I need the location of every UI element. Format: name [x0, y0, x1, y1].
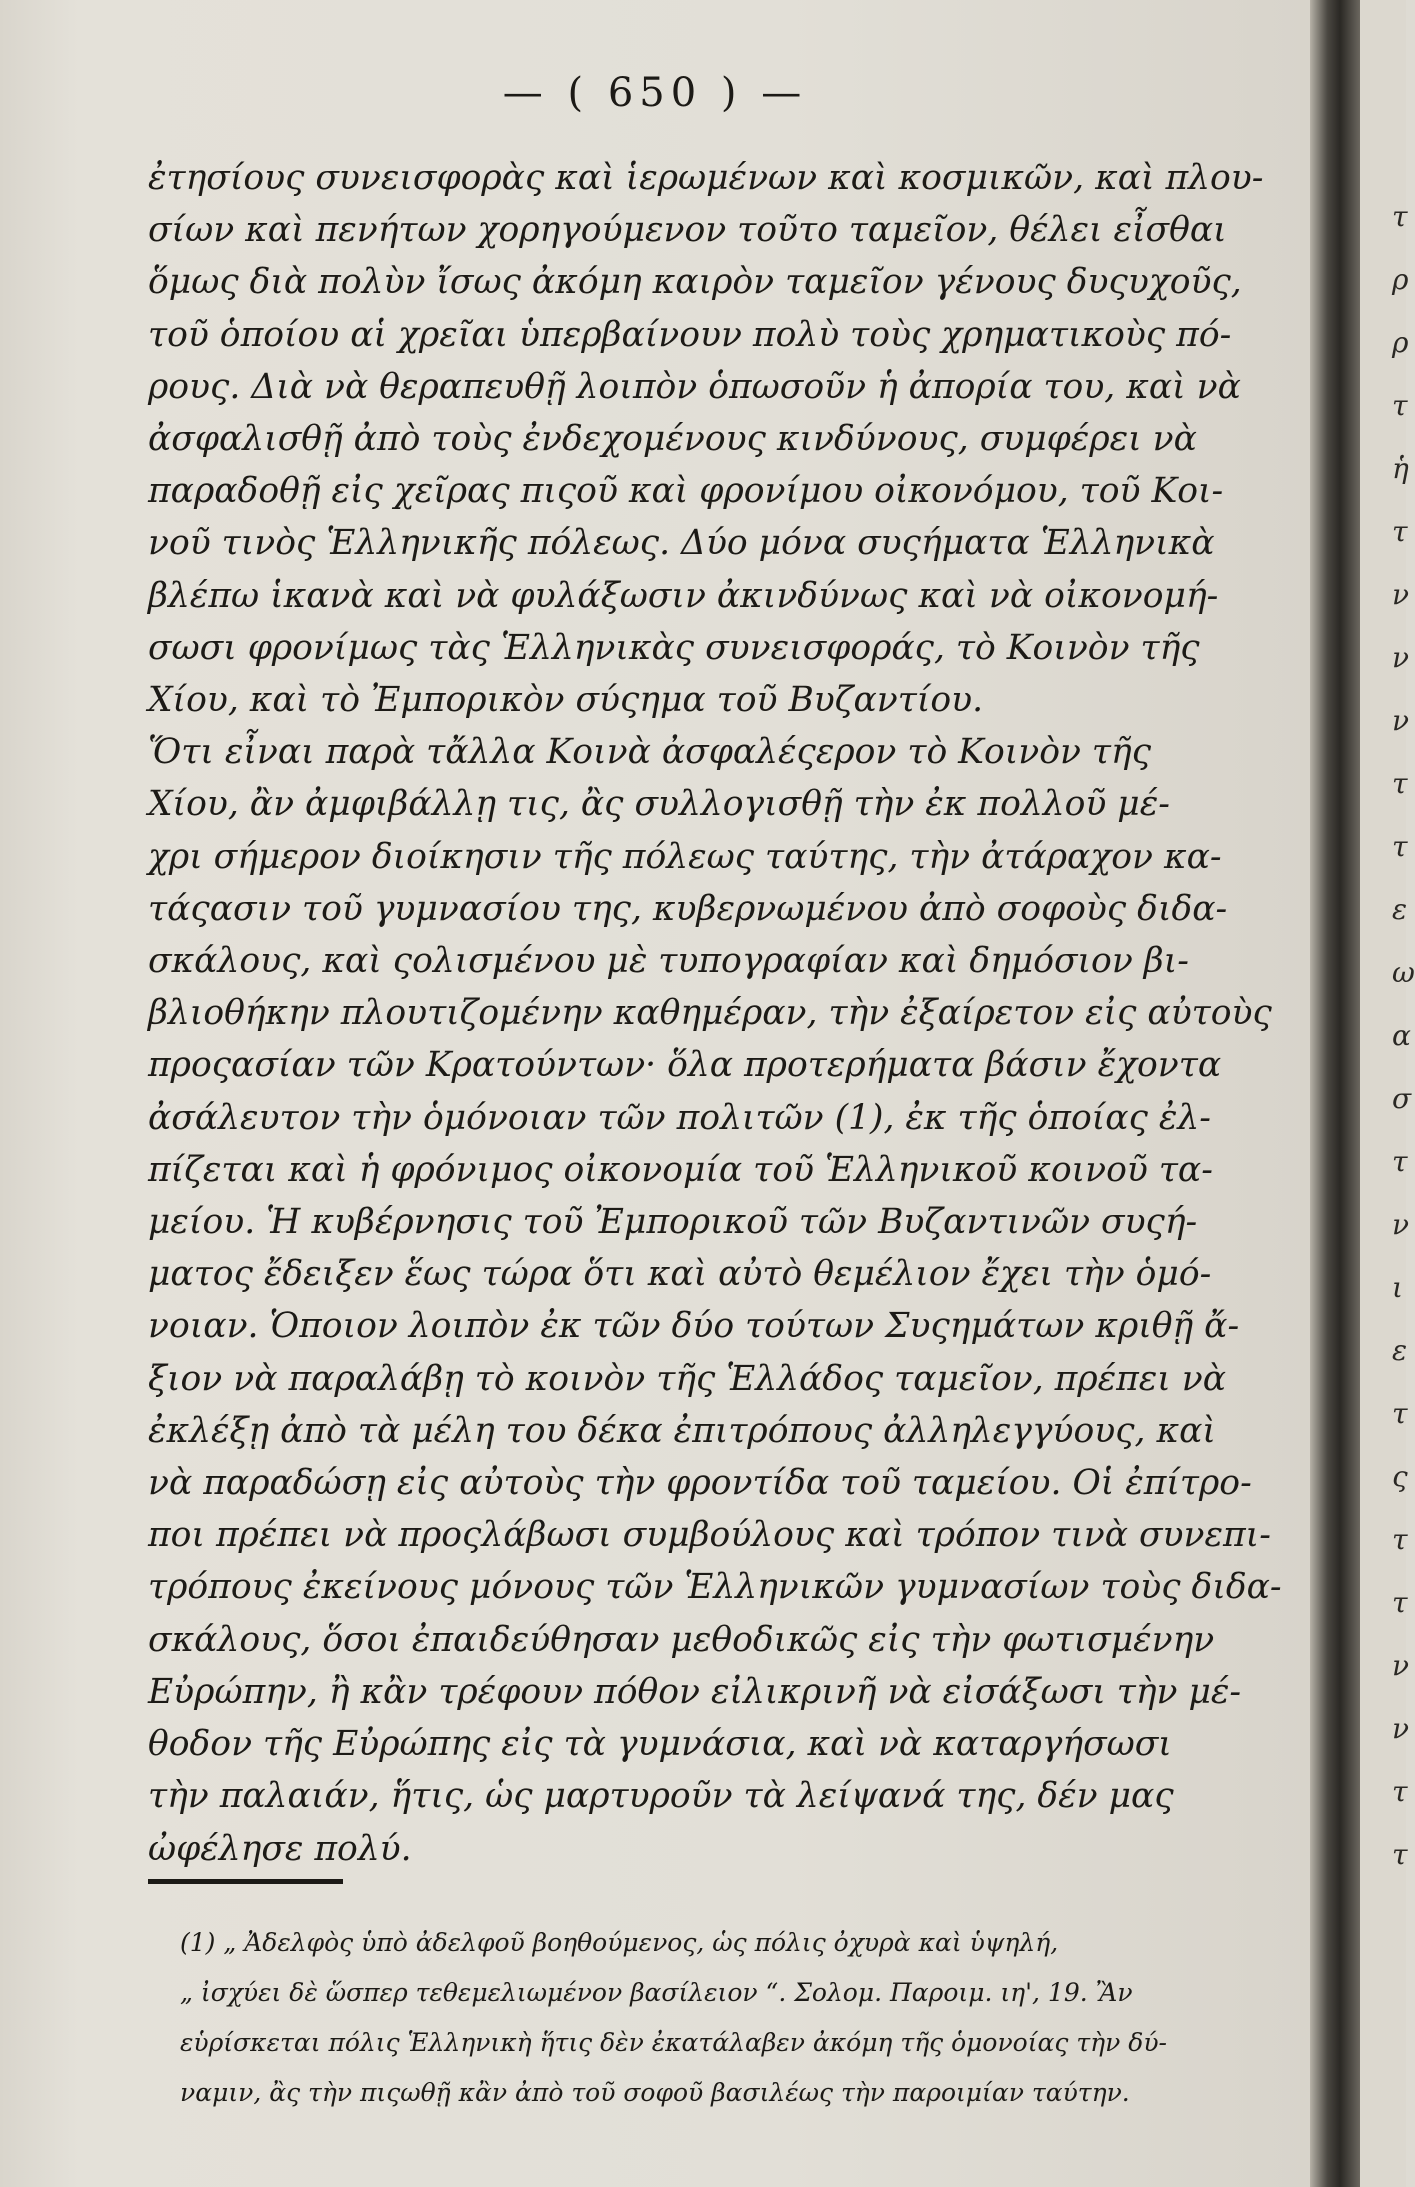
footnote-separator [148, 1879, 343, 1884]
main-text [148, 152, 1298, 1875]
adjacent-page-glyph: ν [1392, 578, 1410, 611]
text-line: ἀσφαλισθῇ ἀπὸ τοὺς ἐνδεχομένους κινδύνους, συμφέρει νὰ [148, 419, 1197, 460]
text-line: ἀσάλευτον τὴν ὁμόνοιαν τῶν πολιτῶν (1), ἐκ τῆς ὁποίας ἐλ- [148, 1097, 1211, 1138]
text-line: Χίου, ἂν ἀμφιβάλλῃ τις, ἂς συλλογισθῇ τὴν ἐκ πολλοῦ μέ- [148, 784, 1170, 825]
adjacent-page-edge [1360, 0, 1415, 2187]
footnote-line: „ ἰσχύει δὲ ὥσπερ τεθεμελιωμένον βασίλειον “. Σολομ. Παροιμ. ιη', 19. Ἂν [180, 1978, 1133, 2007]
text-line: τοῦ ὁποίου αἱ χρεῖαι ὑπερβαίνουν πολὺ τοὺς χρηματικοὺς πό- [148, 314, 1232, 355]
text-line: Εὐρώπην, ἢ κἂν τρέφουν πόθον εἰλικρινῆ νὰ εἰσάξωσι τὴν μέ- [148, 1671, 1242, 1712]
text-line: βλέπω ἱκανὰ καὶ νὰ φυλάξωσιν ἀκινδύνως καὶ νὰ οἰκονομή- [148, 575, 1219, 616]
book-gutter [1310, 0, 1360, 2187]
text-line: σωσι φρονίμως τὰς Ἑλληνικὰς συνεισφοράς, τὸ Κοινὸν τῆς [148, 627, 1200, 668]
text-line: σκάλους, καὶ ςολισμένου μὲ τυπογραφίαν καὶ δημόσιον βι- [148, 941, 1189, 982]
text-line: ἐκλέξῃ ἀπὸ τὰ μέλη του δέκα ἐπιτρόπους ἀλληλεγγύους, καὶ [148, 1410, 1216, 1451]
text-line: νοιαν. Ὁποιον λοιπὸν ἐκ τῶν δύο τούτων Συςημάτων κριθῇ ἄ- [148, 1306, 1240, 1347]
adjacent-page-glyph: ν [1392, 1649, 1410, 1682]
page-number-header: — ( 650 ) — [502, 70, 808, 116]
adjacent-page-glyph: ρ [1392, 326, 1409, 359]
adjacent-page-glyph: σ [1392, 1082, 1412, 1115]
text-line: νοῦ τινὸς Ἑλληνικῆς πόλεως. Δύο μόνα συςήματα Ἑλληνικὰ [148, 523, 1215, 564]
text-line: μείου. Ἡ κυβέρνησις τοῦ Ἐμπορικοῦ τῶν Βυζαντινῶν συςή- [148, 1202, 1198, 1243]
adjacent-page-glyph: τ [1392, 1523, 1408, 1556]
text-line: τρόπους ἐκείνους μόνους τῶν Ἑλληνικῶν γυμνασίων τοὺς διδα- [148, 1567, 1282, 1608]
text-line: σκάλους, ὅσοι ἐπαιδεύθησαν μεθοδικῶς εἰς τὴν φωτισμένην [148, 1619, 1215, 1660]
text-line: πίζεται καὶ ἡ φρόνιμος οἰκονομία τοῦ Ἑλληνικοῦ κοινοῦ τα- [148, 1149, 1213, 1190]
adjacent-page-glyph: τ [1392, 1586, 1408, 1619]
text-line: σίων καὶ πενήτων χορηγούμενον τοῦτο ταμεῖον, θέλει εἶσθαι [148, 210, 1227, 251]
adjacent-page-glyph: ω [1392, 956, 1415, 989]
adjacent-page-glyph: ν [1392, 641, 1410, 674]
adjacent-page-glyph: τ [1392, 200, 1408, 233]
text-line: ρους. Διὰ νὰ θεραπευθῇ λοιπὸν ὁπωσοῦν ἡ ἀπορία του, καὶ νὰ [148, 366, 1241, 407]
text-line: παραδοθῇ εἰς χεῖρας πιςοῦ καὶ φρονίμου οἰκονόμου, τοῦ Κοι- [148, 471, 1224, 512]
adjacent-page-glyph: ε [1392, 893, 1408, 926]
adjacent-page-glyph: τ [1392, 830, 1408, 863]
text-line: ὅμως διὰ πολὺν ἴσως ἀκόμη καιρὸν ταμεῖον γένους δυςυχοῦς, [148, 262, 1242, 303]
adjacent-page-glyph: ε [1392, 1334, 1408, 1367]
adjacent-page-glyph: τ [1392, 1775, 1408, 1808]
text-line: προςασίαν τῶν Κρατούντων· ὅλα προτερήματα βάσιν ἔχοντα [148, 1045, 1222, 1086]
adjacent-page-glyph: ν [1392, 1712, 1410, 1745]
footnote-line: ναμιν, ἂς τὴν πιςωθῇ κἂν ἀπὸ τοῦ σοφοῦ βασιλέως τὴν παροιμίαν ταύτην. [180, 2078, 1130, 2107]
adjacent-page-glyph: ς [1392, 1460, 1408, 1493]
text-line: Ὅτι εἶναι παρὰ τἄλλα Κοινὰ ἀσφαλέςερον τὸ Κοινὸν τῆς [148, 732, 1152, 773]
text-line: νὰ παραδώσῃ εἰς αὐτοὺς τὴν φροντίδα τοῦ ταμείου. Οἱ ἐπίτρο- [148, 1463, 1252, 1504]
adjacent-page-glyph: τ [1392, 389, 1408, 422]
footnote [180, 1918, 1300, 2118]
text-line: ξιον νὰ παραλάβῃ τὸ κοινὸν τῆς Ἑλλάδος ταμεῖον, πρέπει νὰ [148, 1358, 1227, 1399]
footnote-line: (1) „ Ἀδελφὸς ὑπὸ ἀδελφοῦ βοηθούμενος, ὡς πόλις ὀχυρὰ καὶ ὑψηλή, [180, 1928, 1059, 1957]
adjacent-page-glyph: α [1392, 1019, 1411, 1052]
adjacent-page-glyph: ι [1392, 1271, 1403, 1304]
adjacent-page-glyph: τ [1392, 1145, 1408, 1178]
text-line: Χίου, καὶ τὸ Ἐμπορικὸν σύςημα τοῦ Βυζαντίου. [148, 680, 984, 721]
adjacent-page-glyph: τ [1392, 515, 1408, 548]
text-line: ματος ἔδειξεν ἕως τώρα ὅτι καὶ αὐτὸ θεμέλιον ἔχει τὴν ὁμό- [148, 1254, 1212, 1295]
text-line: θοδον τῆς Εὐρώπης εἰς τὰ γυμνάσια, καὶ νὰ καταργήσωσι [148, 1724, 1172, 1765]
text-line: ἐτησίους συνεισφορὰς καὶ ἱερωμένων καὶ κοσμικῶν, καὶ πλου- [148, 158, 1264, 198]
text-line: τὴν παλαιάν, ἥτις, ὡς μαρτυροῦν τὰ λείψανά της, δέν μας [148, 1776, 1174, 1817]
adjacent-page-glyph: ἡ [1392, 452, 1409, 485]
text-line: βλιοθήκην πλουτιζομένην καθημέραν, τὴν ἐξαίρετον εἰς αὐτοὺς [148, 993, 1272, 1034]
adjacent-page-glyph: ν [1392, 704, 1410, 737]
text-line: τάςασιν τοῦ γυμνασίου της, κυβερνωμένου ἀπὸ σοφοὺς διδα- [148, 888, 1228, 929]
adjacent-page-glyph: τ [1392, 1397, 1408, 1430]
adjacent-page-glyph: ρ [1392, 263, 1409, 296]
footnote-line: εὑρίσκεται πόλις Ἑλληνικὴ ἥτις δὲν ἐκατάλαβεν ἀκόμη τῆς ὁμονοίας τὴν δύ- [180, 2028, 1167, 2057]
text-line: ποι πρέπει νὰ προςλάβωσι συμβούλους καὶ τρόπον τινὰ συνεπι- [148, 1515, 1271, 1556]
adjacent-page-glyph: ν [1392, 1208, 1410, 1241]
adjacent-page-glyph: τ [1392, 767, 1408, 800]
text-line: χρι σήμερον διοίκησιν τῆς πόλεως ταύτης, τὴν ἀτάραχον κα- [148, 836, 1222, 877]
text-line: ὠφέλησε πολύ. [148, 1828, 412, 1869]
adjacent-page-glyph: τ [1392, 1838, 1408, 1871]
